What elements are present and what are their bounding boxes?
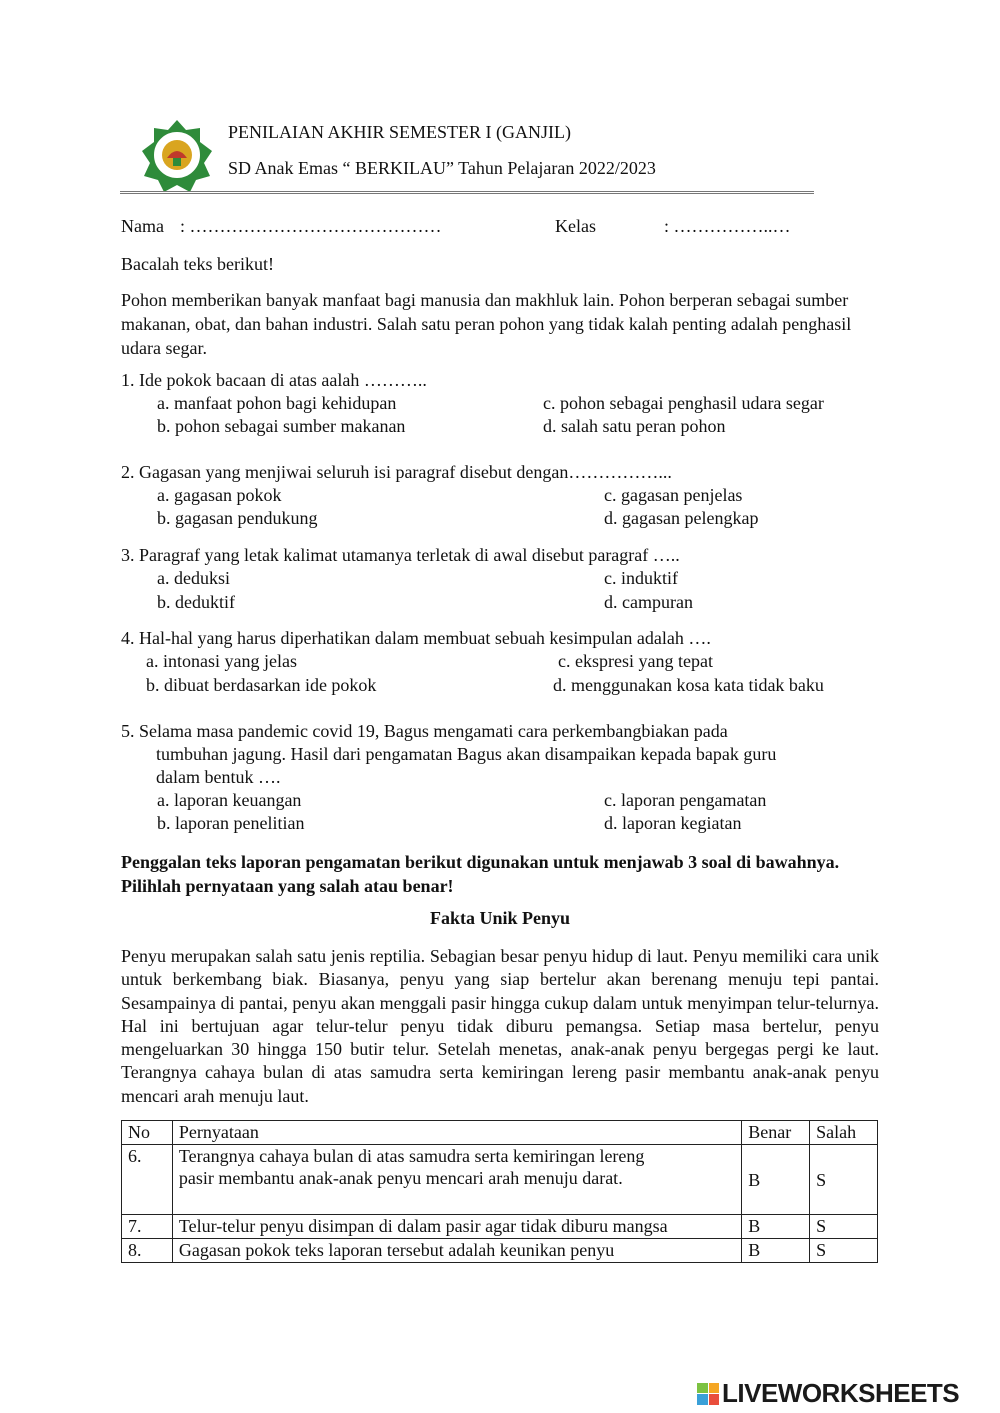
statement-table	[121, 1120, 878, 1263]
row-number: 8.	[122, 1239, 173, 1263]
q5-option-d[interactable]: d. laporan kegiatan	[604, 813, 742, 833]
section-instruction: Penggalan teks laporan pengamatan berikut digunakan untuk menjawab 3 soal di bawahnya. Pilihlah pernyataan yang salah atau benar!	[121, 852, 840, 896]
passage-pohon: Pohon memberikan banyak manfaat bagi manusia dan makhluk lain. Pohon berperan sebagai sumber makanan, obat, dan bahan industri. Salah satu peran pohon yang tidak kalah penting adalah penghasil udara segar.	[121, 290, 852, 358]
statement-line: pasir membantu anak-anak penyu mencari arah menuju darat.	[178, 1168, 623, 1188]
question-5-line1: 5. Selama masa pandemic covid 19, Bagus mengamati cara perkembangbiakan pada	[121, 721, 728, 741]
nama-field[interactable]: : ……………………………………	[180, 216, 442, 236]
statement-text: Telur-telur penyu disimpan di dalam pasir agar tidak diburu mangsa	[172, 1215, 741, 1239]
q2-option-a[interactable]: a. gagasan pokok	[157, 485, 282, 505]
liveworksheets-watermark	[697, 1378, 959, 1409]
q2-option-c[interactable]: c. gagasan penjelas	[604, 485, 743, 505]
row-number: 7.	[122, 1215, 173, 1239]
watermark-text: LIVEWORKSHEETS	[722, 1378, 960, 1408]
kelas-field[interactable]: : ……………..…	[664, 216, 791, 236]
q2-option-b[interactable]: b. gagasan pendukung	[157, 508, 318, 528]
question-1: 1. Ide pokok bacaan di atas aalah ………..	[121, 370, 427, 390]
statement-line: Terangnya cahaya bulan di atas samudra serta kemiringan lereng	[178, 1146, 645, 1166]
reading-instruction: Bacalah teks berikut!	[121, 254, 274, 274]
table-row	[122, 1239, 878, 1263]
q4-option-a[interactable]: a. intonasi yang jelas	[146, 651, 297, 671]
kelas-label: Kelas	[555, 216, 596, 236]
header-salah: Salah	[810, 1121, 878, 1145]
benar-option[interactable]: B	[742, 1145, 810, 1215]
passage-penyu: Penyu merupakan salah satu jenis reptilia. Sebagian besar penyu hidup di laut. Penyu memiliki cara unik untuk berkembang biak. Biasanya, penyu yang siap bertelur akan berenang menuju tepi pantai. Sesampainya di pantai, penyu akan menggali pasir hingga cukup dalam untuk menyimpan telur-telurnya. Hal ini bertujuan agar telur-telur penyu tidak diburu pemangsa. Setiap masa bertelur, penyu mengeluarkan 30 hingga 150 butir telur. Setelah menetas, anak-anak penyu bergegas pergi ke laut. Terangnya cahaya bulan di atas samudra serta kemiringan lereng pasir membantu anak-anak penyu mencari arah menuju laut.	[121, 946, 879, 1106]
q1-option-c[interactable]: c. pohon sebagai penghasil udara segar	[543, 393, 824, 413]
salah-option[interactable]: S	[810, 1145, 878, 1215]
q5-option-a[interactable]: a. laporan keuangan	[157, 790, 302, 810]
q1-option-d[interactable]: d. salah satu peran pohon	[543, 416, 726, 436]
q1-option-a[interactable]: a. manfaat pohon bagi kehidupan	[157, 393, 397, 413]
q3-option-d[interactable]: d. campuran	[604, 592, 693, 612]
question-3: 3. Paragraf yang letak kalimat utamanya terletak di awal disebut paragraf …..	[121, 545, 680, 565]
q2-option-d[interactable]: d. gagasan pelengkap	[604, 508, 759, 528]
q4-option-c[interactable]: c. ekspresi yang tepat	[558, 651, 713, 671]
table-row	[122, 1145, 878, 1215]
passage-title: Fakta Unik Penyu	[429, 908, 571, 928]
liveworksheets-logo-icon	[697, 1383, 719, 1405]
question-5-line3: dalam bentuk ….	[156, 767, 281, 787]
q5-option-b[interactable]: b. laporan penelitian	[157, 813, 305, 833]
school-year-title: SD Anak Emas “ BERKILAU” Tahun Pelajaran 2022/2023	[228, 158, 656, 178]
q4-option-b[interactable]: b. dibuat berdasarkan ide pokok	[146, 675, 377, 695]
q5-option-c[interactable]: c. laporan pengamatan	[604, 790, 767, 810]
header-benar: Benar	[742, 1121, 810, 1145]
question-5-line2: tumbuhan jagung. Hasil dari pengamatan Bagus akan disampaikan kepada bapak guru	[156, 744, 777, 764]
header-pernyataan: Pernyataan	[172, 1121, 741, 1145]
q3-option-b[interactable]: b. deduktif	[157, 592, 235, 612]
header-divider	[120, 191, 814, 198]
salah-option[interactable]: S	[810, 1215, 878, 1239]
school-logo-icon	[140, 118, 214, 192]
q4-option-d[interactable]: d. menggunakan kosa kata tidak baku	[553, 675, 824, 695]
q3-option-c[interactable]: c. induktif	[604, 568, 678, 588]
row-number: 6.	[122, 1145, 173, 1215]
q3-option-a[interactable]: a. deduksi	[157, 568, 230, 588]
question-4: 4. Hal-hal yang harus diperhatikan dalam membuat sebuah kesimpulan adalah ….	[121, 628, 711, 648]
question-2: 2. Gagasan yang menjiwai seluruh isi paragraf disebut dengan……………...	[121, 462, 672, 482]
table-header-row	[122, 1121, 878, 1145]
q1-option-b[interactable]: b. pohon sebagai sumber makanan	[157, 416, 406, 436]
header-no: No	[122, 1121, 173, 1145]
benar-option[interactable]: B	[742, 1215, 810, 1239]
statement-text	[172, 1145, 741, 1215]
benar-option[interactable]: B	[742, 1239, 810, 1263]
statement-text: Gagasan pokok teks laporan tersebut adalah keunikan penyu	[172, 1239, 741, 1263]
nama-label: Nama	[121, 216, 164, 236]
exam-title: PENILAIAN AKHIR SEMESTER I (GANJIL)	[228, 122, 571, 142]
salah-option[interactable]: S	[810, 1239, 878, 1263]
table-row	[122, 1215, 878, 1239]
